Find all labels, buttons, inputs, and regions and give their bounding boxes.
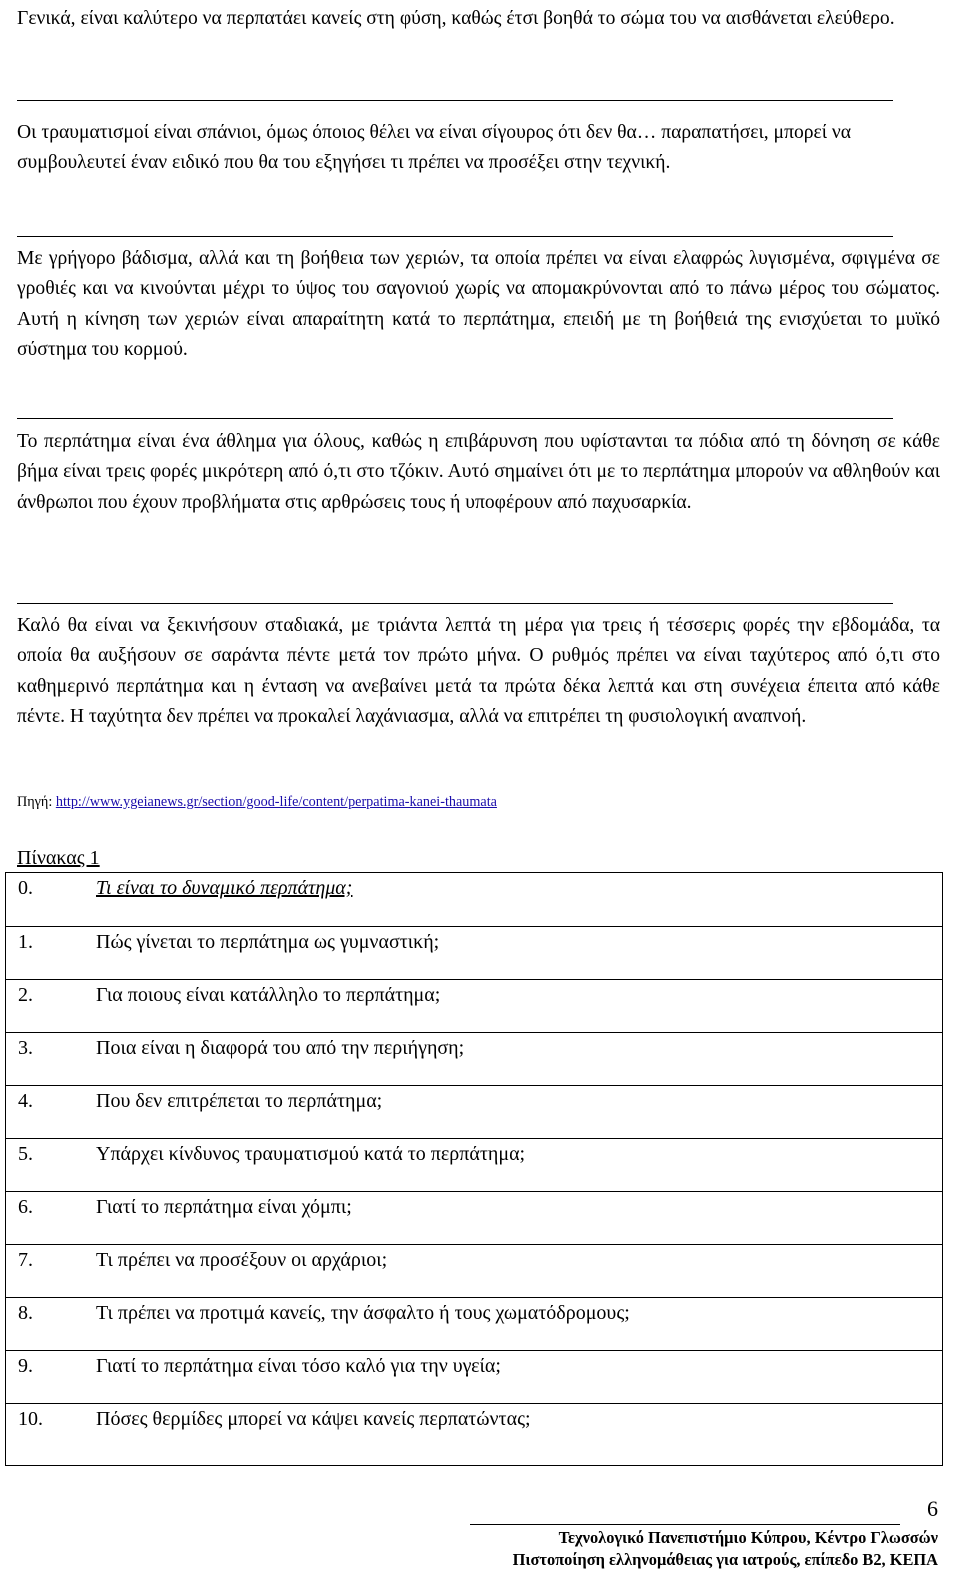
table-row <box>6 1297 942 1324</box>
source-citation <box>17 792 497 812</box>
row-number: 0. <box>18 877 33 899</box>
row-question: Τι πρέπει να προσέξουν οι αρχάριοι; <box>96 1249 388 1271</box>
row-number: 5. <box>18 1143 33 1165</box>
row-question: Γιατί το περπάτημα είναι χόμπι; <box>96 1196 352 1218</box>
row-question: Για ποιους είναι κατάλληλο το περπάτημα; <box>96 984 441 1006</box>
questions-table <box>5 872 943 1466</box>
source-label: Πηγή: <box>17 794 56 810</box>
row-question: Γιατί το περπάτημα είναι τόσο καλό για την υγεία; <box>96 1355 501 1377</box>
row-question: Ποια είναι η διαφορά του από την περιήγηση; <box>96 1037 465 1059</box>
table-title: Πίνακας 1 <box>17 847 100 869</box>
source-link[interactable]: http://www.ygeianews.gr/section/good-life/content/perpatima-kanei-thaumata <box>55 794 497 810</box>
row-question: Πόσες θερμίδες μπορεί να κάψει κανείς περπατώντας; <box>96 1408 531 1430</box>
row-question: Υπάρχει κίνδυνος τραυματισμού κατά το περπάτημα; <box>96 1143 526 1165</box>
table-row <box>6 926 942 953</box>
table-row <box>6 979 942 1006</box>
row-question: Τι πρέπει να προτιμά κανείς, την άσφαλτο ή τους χωματόδρομους; <box>96 1302 630 1324</box>
row-number: 7. <box>18 1249 33 1271</box>
row-number: 9. <box>18 1355 33 1377</box>
paragraph-technique: Με γρήγορο βάδισμα, αλλά και τη βοήθεια των χεριών, τα οποία πρέπει να είναι ελαφρώς λυγισμένα, σφιγμένα σε γροθιές και να κινούνται μέχρι το ύψος του σαγονιού χωρίς να απομακρύνονται από το πάνω μέρος του σώματος. Αυτή η κίνηση των χεριών είναι απαραίτητη κατά το περπάτημα, επειδή με τη βοήθειά της ενισχύεται το μυϊκό σύστημα του κορμού. <box>17 248 940 360</box>
footer-institution: Τεχνολογικό Πανεπιστήμιο Κύπρου, Κέντρο Γλωσσών <box>558 1528 938 1547</box>
answer-line <box>17 603 893 604</box>
table-row <box>6 1085 942 1112</box>
table-row <box>6 1032 942 1059</box>
row-number: 3. <box>18 1037 33 1059</box>
row-number: 4. <box>18 1090 33 1112</box>
answer-line <box>17 418 893 419</box>
footer-certification: Πιστοποίηση ελληνομάθειας για ιατρούς, επίπεδο Β2, ΚΕΠΑ <box>512 1550 938 1569</box>
row-question: Τι είναι το δυναμικό περπάτημα; <box>96 877 353 899</box>
table-row <box>6 1138 942 1165</box>
row-question: Που δεν επιτρέπεται το περπάτημα; <box>96 1090 383 1112</box>
paragraph-nature: Γενικά, είναι καλύτερο να περπατάει κανείς στη φύση, καθώς έτσι βοηθά το σώμα του να αισθάνεται ελεύθερο. <box>17 8 895 29</box>
table-row <box>6 1244 942 1271</box>
row-number: 10. <box>18 1408 43 1430</box>
row-number: 6. <box>18 1196 33 1218</box>
paragraph-suitability: Το περπάτημα είναι ένα άθλημα για όλους, καθώς η επιβάρυνση που υφίστανται τα πόδια από τη δόνηση σε κάθε βήμα είναι τρεις φορές μικρότερη από ό,τι στο τζόκιν. Αυτό σημαίνει ότι με το περπάτημα μπορούν να αθληθούν και άνθρωποι που έχουν προβλήματα στις αρθρώσεις τους ή υποφέρουν από παχυσαρκία. <box>17 431 940 513</box>
table-row <box>6 1403 942 1430</box>
row-number: 2. <box>18 984 33 1006</box>
answer-line <box>17 236 893 237</box>
paragraph-injuries: Οι τραυματισμοί είναι σπάνιοι, όμως όποιος θέλει να είναι σίγουρος ότι δεν θα… παραπατήσει, μπορεί να συμβουλευτεί έναν ειδικό που θα του εξηγήσει τι πρέπει να προσέξει στην τεχνική. <box>17 122 852 174</box>
footer-rule <box>470 1524 900 1525</box>
paragraph-beginners: Καλό θα είναι να ξεκινήσουν σταδιακά, με τριάντα λεπτά τη μέρα για τρεις ή τέσσερις φορές την εβδομάδα, τα οποία θα αυξήσουν σε σαράντα πέντε μετά τον πρώτο μήνα. Ο ρυθμός πρέπει να είναι ταχύτερος από ό,τι στο καθημερινό περπάτημα και η ένταση να ανεβαίνει μετά τα πρώτα δέκα λεπτά και στη συνέχεια έπειτα από κάθε πέντε. Η ταχύτητα δεν πρέπει να προκαλεί λαχάνιασμα, αλλά να επιτρέπει τη φυσιολογική αναπνοή. <box>17 615 940 727</box>
table-row <box>6 1350 942 1377</box>
row-question: Πώς γίνεται το περπάτημα ως γυμναστική; <box>96 931 440 953</box>
row-number: 1. <box>18 931 33 953</box>
answer-line <box>17 100 893 101</box>
page-number: 6 <box>927 1496 938 1521</box>
table-row <box>6 1191 942 1218</box>
row-number: 8. <box>18 1302 33 1324</box>
